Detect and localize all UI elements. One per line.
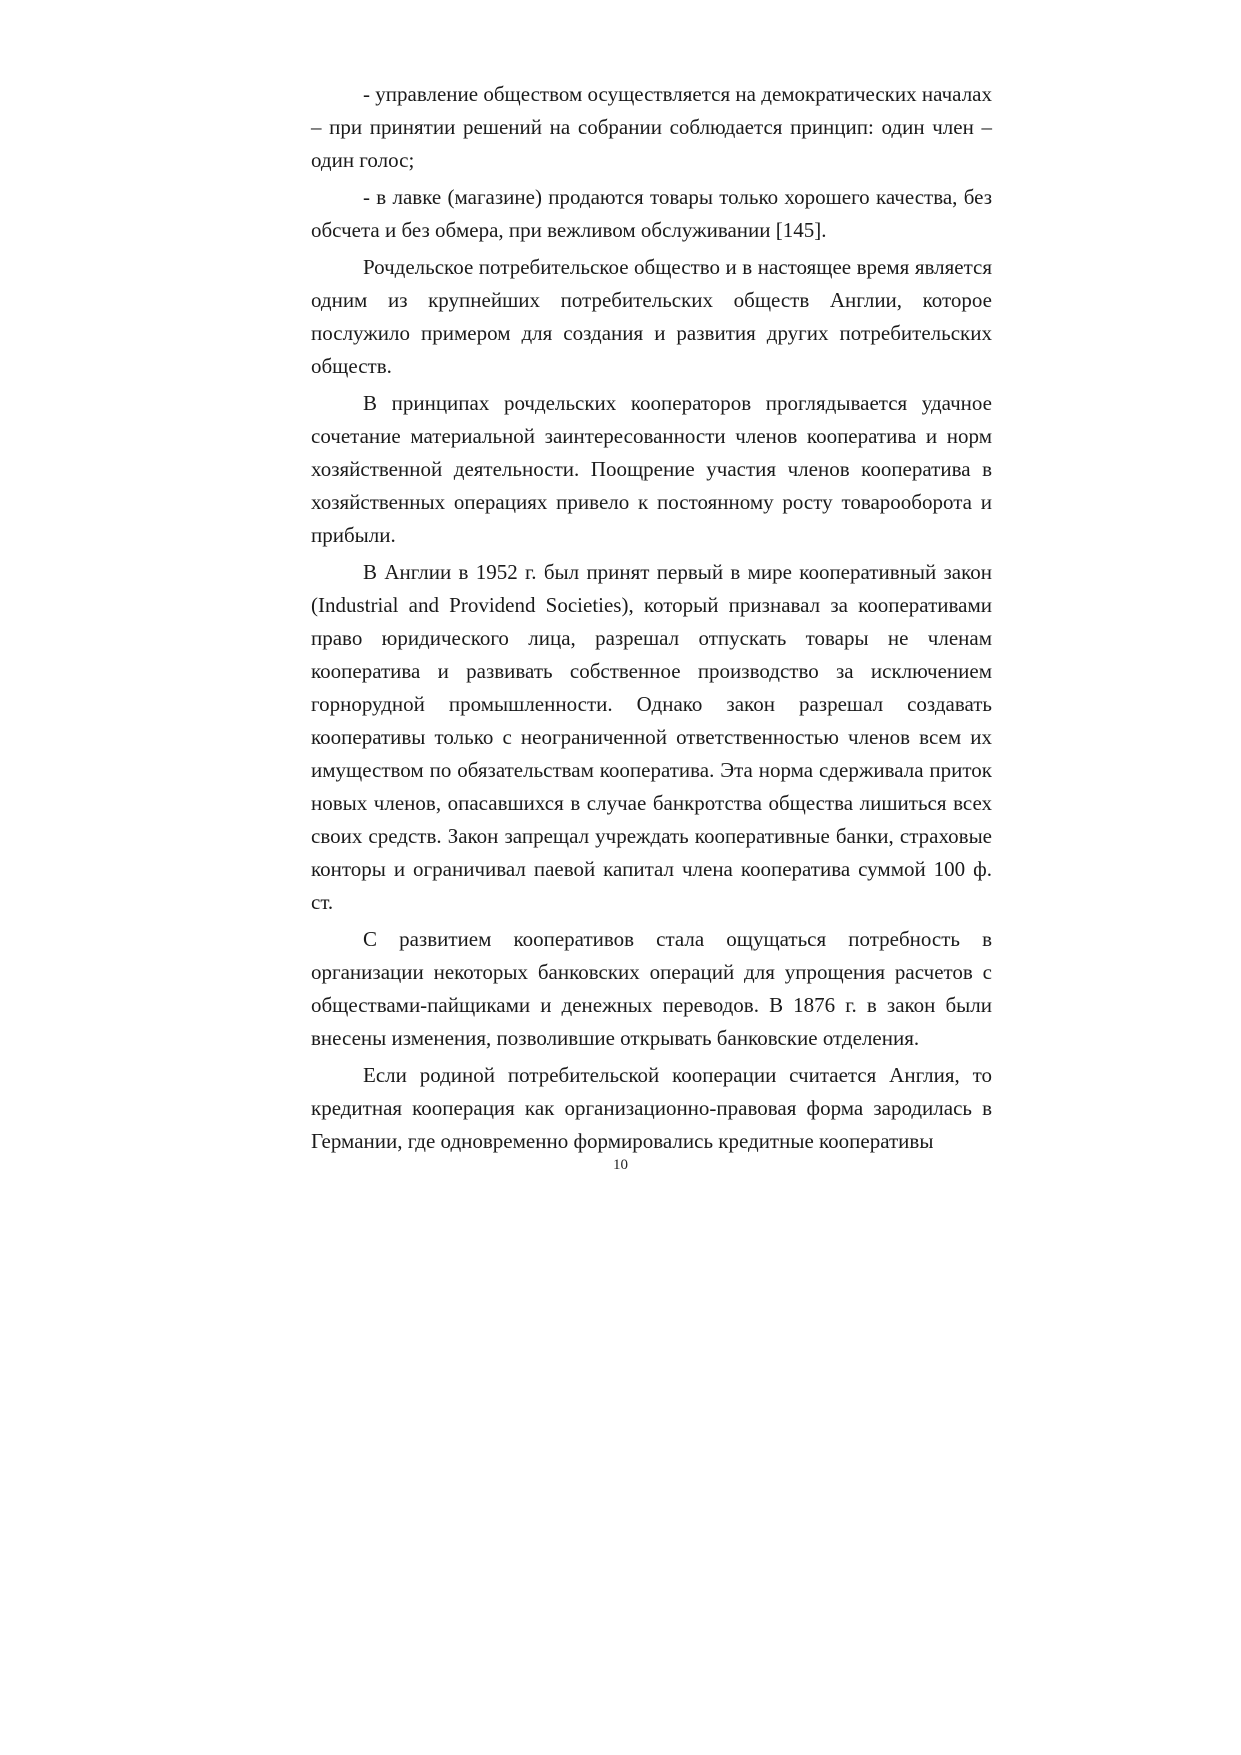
- body-text: [311, 78, 992, 1162]
- paragraph-credit-cooperation: Если родиной потребительской кооперации считается Англия, то кредитная кооперация как организационно-правовая форма зародилась в Германии, где одновременно формировались кредитные кооперативы: [311, 1063, 992, 1153]
- paragraph-democratic-management: - управление обществом осуществляется на демократических началах – при принятии решений на собрании соблюдается принцип: один член – один голос;: [311, 82, 992, 172]
- paragraph-banking-operations: С развитием кооперативов стала ощущаться потребность в организации некоторых банковских операций для упрощения расчетов с обществами-пайщиками и денежных переводов. В 1876 г. в закон были внесены изменения, позволившие открывать банковские отделения.: [311, 927, 992, 1050]
- page-number: 10: [613, 1157, 628, 1173]
- paragraph-rochdale-society: Рочдельское потребительское общество и в настоящее время является одним из крупнейших потребительских обществ Англии, которое послужило примером для создания и развития других потребительских обществ.: [311, 255, 992, 378]
- paragraph-shop-quality: - в лавке (магазине) продаются товары только хорошего качества, без обсчета и без обмера, при вежливом обслуживании [145].: [311, 185, 992, 242]
- paragraph-cooperative-law: В Англии в 1952 г. был принят первый в мире кооперативный закон (Industrial and Providend Societies), который признавал за кооперативами право юридического лица, разрешал отпускать товары не членам кооператива и развивать собственное производство за исключением горнорудной промышленности. Однако закон разрешал создавать кооперативы только с неограниченной ответственностью членов всем их имуществом по обязательствам кооператива. Эта норма сдерживала приток новых членов, опасавшихся в случае банкротства общества лишиться всех своих средств. Закон запрещал учреждать кооперативные банки, страховые конторы и ограничивал паевой капитал члена кооператива суммой 100 ф. ст.: [311, 560, 992, 914]
- paragraph-rochdale-principles: В принципах рочдельских кооператоров проглядывается удачное сочетание материальной заинтересованности членов кооператива и норм хозяйственной деятельности. Поощрение участия членов кооператива в хозяйственных операциях привело к постоянному росту товарооборота и прибыли.: [311, 391, 992, 547]
